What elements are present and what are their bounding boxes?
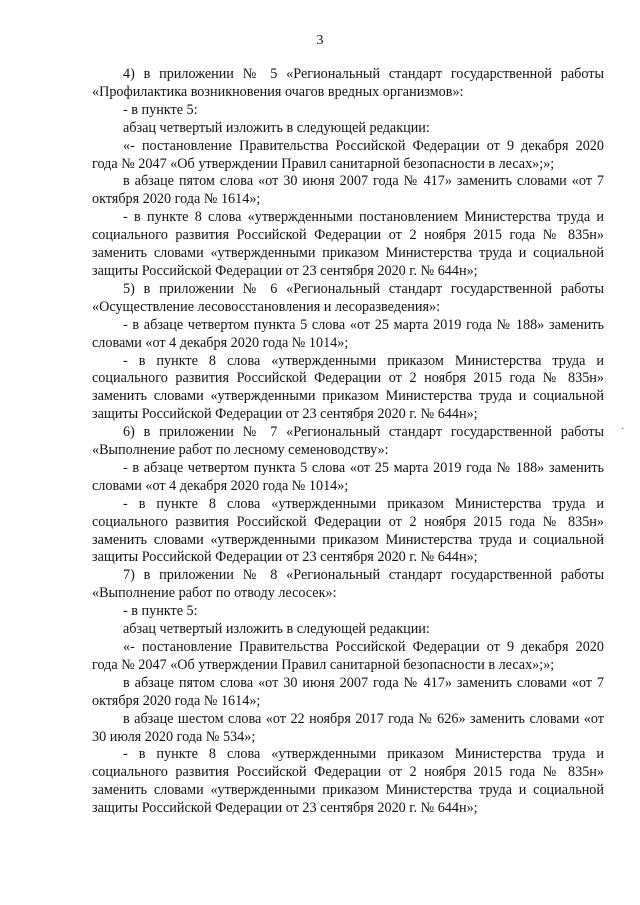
paragraph-instruction: абзац четвертый изложить в следующей редакции: — [123, 119, 430, 136]
paragraph-replacement: - в пункте 8 слова «утвержденными приказом Министерства труда и социального развития Российской Федерации от 2 ноября 2015 года № 835н» заменить словами «утвержденными приказом Министерства труда и социальной защиты Российской Федерации от 23 сентября 2020 г. № 644н»; — [92, 495, 604, 566]
paragraph-replacement: в абзаце пятом слова «от 30 июня 2007 года № 417» заменить словами «от 7 октября 2020 года № 1614»; — [92, 674, 604, 709]
paragraph-replacement: - в пункте 8 слова «утвержденными приказом Министерства труда и социального развития Российской Федерации от 2 ноября 2015 года № 835н» заменить словами «утвержденными приказом Министерства труда и социальной защиты Российской Федерации от 23 сентября 2020 г. № 644н»; — [92, 352, 604, 423]
paragraph-subitem: - в пункте 5: — [123, 603, 198, 620]
paragraph-quote: «- постановление Правительства Российской Федерации от 9 декабря 2020 года № 2047 «Об утверждении Правил санитарной безопасности в лесах»;»; — [92, 137, 604, 172]
paragraph-replacement: - в пункте 8 слова «утвержденными приказом Министерства труда и социального развития Российской Федерации от 2 ноября 2015 года № 835н» заменить словами «утвержденными приказом Министерства труда и социальной защиты Российской Федерации от 23 сентября 2020 г. № 644н»; — [92, 746, 604, 817]
paragraph-item-4: 4) в приложении № 5 «Региональный стандарт государственной работы «Профилактика возникновения очагов вредных организмов»: — [92, 66, 604, 100]
paragraph-subitem: - в пункте 5: — [123, 101, 198, 118]
paragraph-item-5: 5) в приложении № 6 «Региональный стандарт государственной работы «Осуществление лесовосстановления и лесоразведения»: — [92, 280, 604, 315]
paragraph-instruction: абзац четвертый изложить в следующей редакции: — [123, 621, 430, 638]
paragraph-replacement: - в пункте 8 слова «утвержденными постановлением Министерства труда и социального развития Российской Федерации от 2 ноября 2015 года № 835н» заменить словами «утвержденными приказом Министерства труда и социальной защиты Российской Федерации от 23 сентября 2020 г. № 644н»; — [92, 209, 604, 279]
paragraph-item-7: 7) в приложении № 8 «Региональный стандарт государственной работы «Выполнение работ по отводу лесосек»: — [92, 567, 604, 602]
paragraph-item-6: 6) в приложении № 7 «Региональный стандарт государственной работы «Выполнение работ по лесному семеноводству»: — [92, 424, 604, 459]
page-number: 3 — [316, 33, 324, 48]
margin-mark: · — [621, 424, 625, 435]
paragraph-replacement: в абзаце пятом слова «от 30 июня 2007 года № 417» заменить словами «от 7 октября 2020 года № 1614»; — [92, 173, 604, 208]
paragraph-replacement: - в абзаце четвертом пункта 5 слова «от 25 марта 2019 года № 188» заменить словами «от 4 декабря 2020 года № 1014»; — [92, 459, 604, 494]
paragraph-quote: «- постановление Правительства Российской Федерации от 9 декабря 2020 года № 2047 «Об утверждении Правил санитарной безопасности в лесах»;»; — [92, 639, 604, 673]
document-body — [92, 66, 604, 818]
paragraph-replacement: - в абзаце четвертом пункта 5 слова «от 25 марта 2019 года № 188» заменить словами «от 4 декабря 2020 года № 1014»; — [92, 316, 604, 351]
paragraph-replacement: в абзаце шестом слова «от 22 ноября 2017 года № 626» заменить словами «от 30 июля 2020 года № 534»; — [92, 710, 604, 745]
